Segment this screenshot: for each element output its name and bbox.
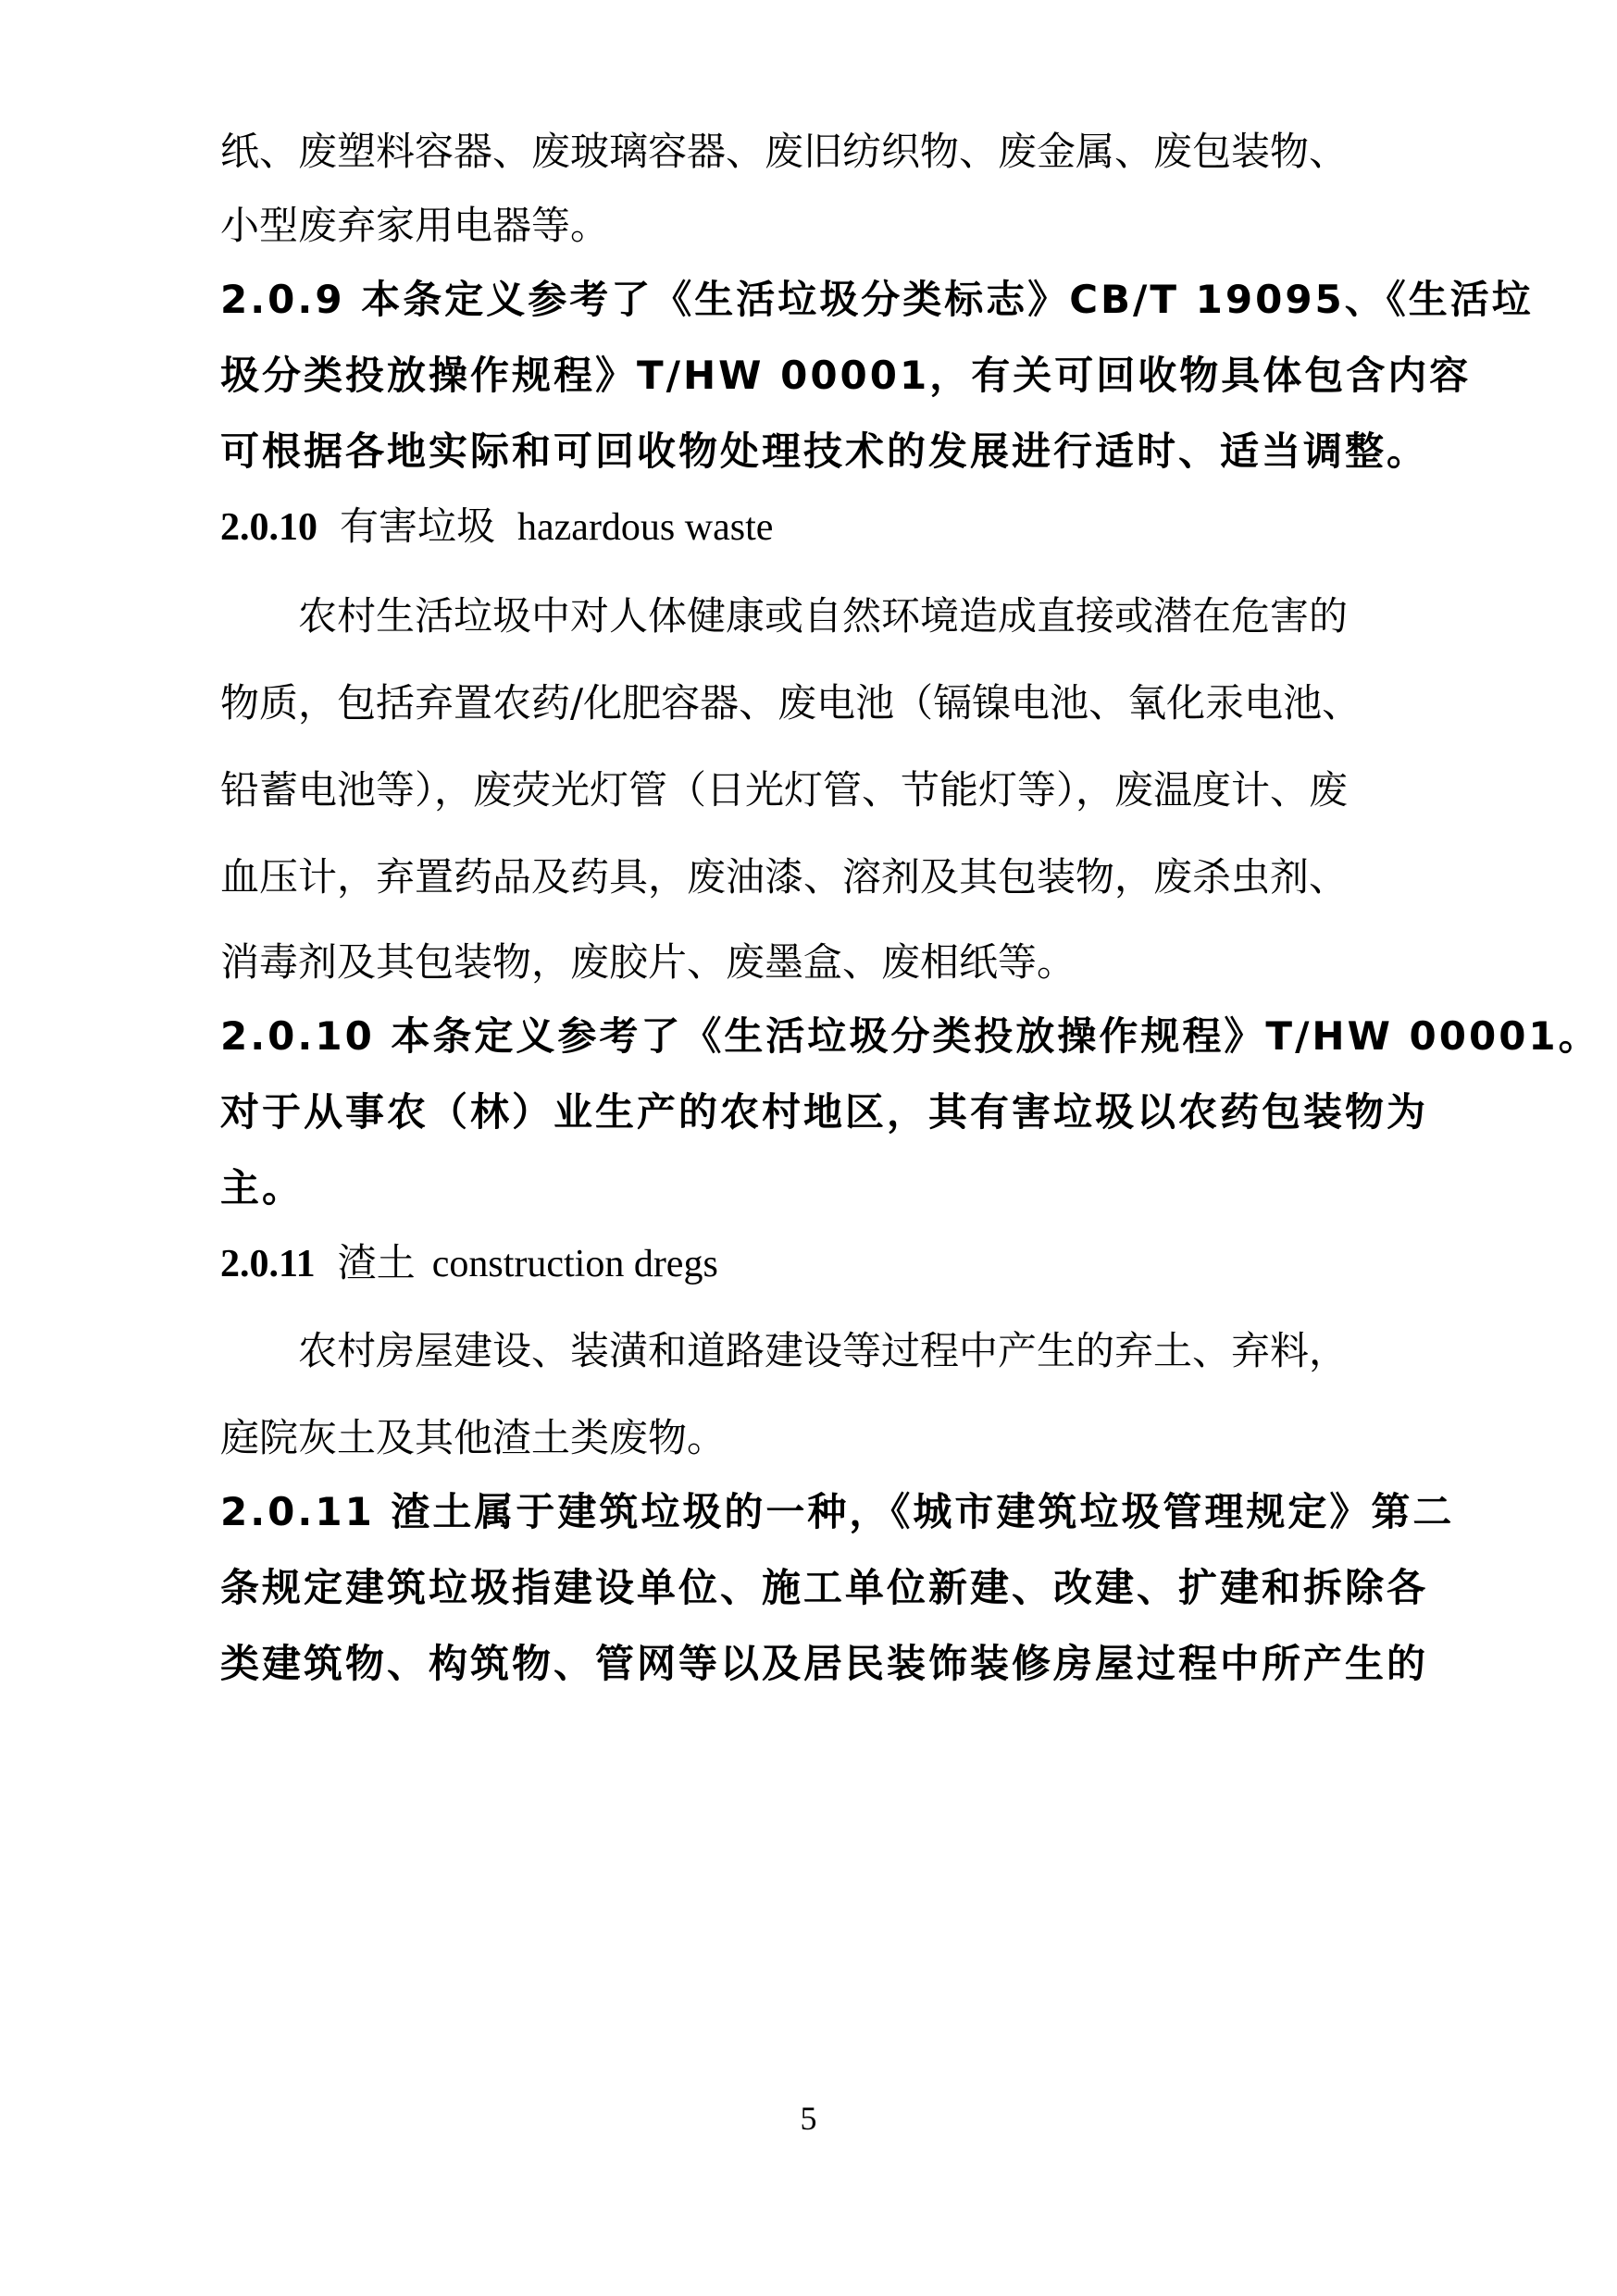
- body-line: 小型废弃家用电器等。: [220, 203, 610, 248]
- term-english: hazardous waste: [517, 506, 774, 549]
- commentary-line: 条规定建筑垃圾指建设单位、施工单位新建、改建、扩建和拆除各: [220, 1565, 1429, 1610]
- commentary-line: 2.0.9 本条定义参考了《生活垃圾分类标志》CB/T 19095、《生活垃: [220, 277, 1534, 322]
- definition-line: 血压计，弃置药品及药具，废油漆、溶剂及其包装物，废杀虫剂、: [220, 854, 1349, 900]
- commentary-line: 类建筑物、构筑物、管网等以及居民装饰装修房屋过程中所产生的: [220, 1641, 1429, 1686]
- definition-line: 消毒剂及其包装物，废胶片、废墨盒、废相纸等。: [220, 939, 1076, 985]
- definition-line: 农村房屋建设、装潢和道路建设等过程中产生的弃土、弃料，: [298, 1328, 1349, 1373]
- commentary-line: 2.0.10 本条定义参考了《生活垃圾分类投放操作规程》T/HW 00001。: [220, 1013, 1600, 1059]
- term-chinese: 有害垃圾: [340, 506, 496, 549]
- section-heading: [220, 1236, 718, 1292]
- commentary-line: 圾分类投放操作规程》T/HW 00001，有关可回收物具体包含内容: [220, 353, 1472, 398]
- term-english: construction dregs: [431, 1243, 718, 1285]
- section-heading: [220, 500, 773, 555]
- definition-line: 农村生活垃圾中对人体健康或自然环境造成直接或潜在危害的: [298, 593, 1349, 639]
- definition-line: 铅蓄电池等），废荧光灯管（日光灯管、节能灯等），废温度计、废: [220, 767, 1349, 813]
- commentary-line: 可根据各地实际和可回收物处理技术的发展进行适时、适当调整。: [220, 428, 1429, 474]
- term-chinese: 渣土: [337, 1243, 416, 1285]
- commentary-line: 对于从事农（林）业生产的农村地区，其有害垃圾以农药包装物为: [220, 1089, 1429, 1135]
- body-line: 纸、废塑料容器、废玻璃容器、废旧纺织物、废金属、废包装物、: [220, 129, 1349, 174]
- page-number: 5: [800, 2100, 817, 2137]
- definition-line: 物质，包括弃置农药/化肥容器、废电池（镉镍电池、氧化汞电池、: [220, 680, 1362, 726]
- section-number: 2.0.10: [220, 506, 317, 549]
- commentary-line: 主。: [220, 1165, 305, 1210]
- commentary-line: 2.0.11 渣土属于建筑垃圾的一种，《城市建筑垃圾管理规定》第二: [220, 1489, 1455, 1534]
- definition-line: 庭院灰土及其他渣土类废物。: [220, 1415, 727, 1460]
- section-number: 2.0.11: [220, 1243, 316, 1285]
